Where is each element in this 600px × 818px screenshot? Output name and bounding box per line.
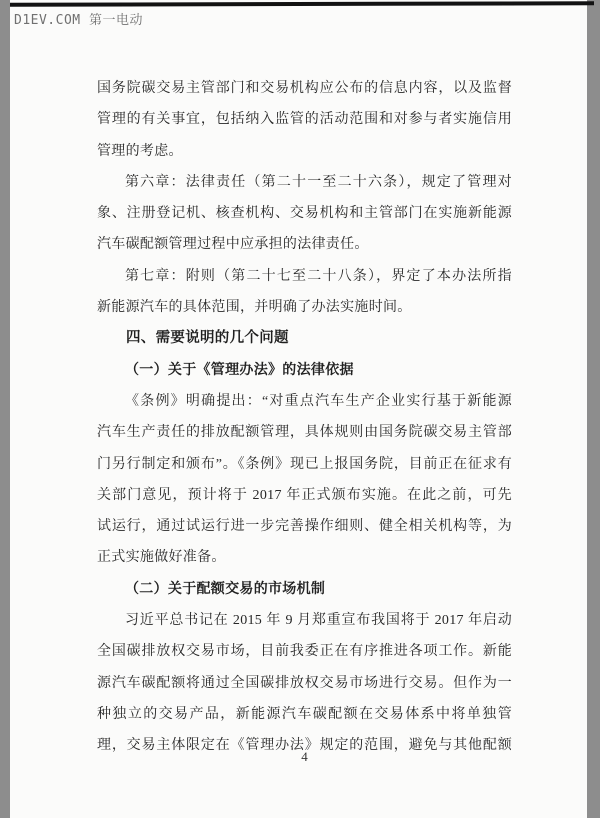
text-line: 习近平总书记在 2015 年 9 月郑重宣布我国将于 2017 年启动 xyxy=(125,613,512,629)
page-number: 4 xyxy=(301,749,308,764)
text-line: 管理的考虑。 xyxy=(97,143,183,159)
text-line: 种独立的交易产品，新能源汽车碳配额在交易体系中将单独管 xyxy=(97,706,512,722)
text-line: 管理的有关事宜，包括纳入监管的活动范围和对参与者实施信用 xyxy=(97,112,512,128)
text-line: 全国碳排放权交易市场，目前我委正在有序推进各项工作。新能 xyxy=(97,644,512,660)
watermark: D1EV.COM 第一电动 xyxy=(14,13,143,28)
text-line: 象、注册登记机、核查机构、交易机构和主管部门在实施新能源 xyxy=(97,206,512,222)
text-line: 汽车生产责任的排放配额管理，具体规则由国务院碳交易主管部 xyxy=(97,425,512,441)
document-body xyxy=(97,73,512,762)
text-line: 关部门意见，预计将于 2017 年正式颁布实施。在此之前，可先 xyxy=(97,487,512,503)
text-line: 试运行，通过试运行进一步完善操作细则、健全相关机构等，为 xyxy=(97,519,512,535)
text-line: 门另行制定和颁布”。《条例》现已上报国务院，目前正在征求有 xyxy=(97,456,512,472)
text-line: 正式实施做好准备。 xyxy=(97,550,226,566)
scan-top-edge-bar xyxy=(10,1,594,7)
text-line: 国务院碳交易主管部门和交易机构应公布的信息内容，以及监督 xyxy=(97,81,512,96)
text-line: 第六章：法律责任（第二十一至二十六条），规定了管理对 xyxy=(125,174,512,190)
section-heading: 四、需要说明的几个问题 xyxy=(126,330,289,347)
text-line: 第七章：附则（第二十七至二十八条），界定了本办法所指 xyxy=(125,268,512,284)
text-line: 新能源汽车的具体范围，并明确了办法实施时间。 xyxy=(97,300,412,316)
subsection-heading: （一）关于《管理办法》的法律依据 xyxy=(125,362,354,378)
text-line: 汽车碳配额管理过程中应承担的法律责任。 xyxy=(97,237,369,253)
scan-edge-right xyxy=(587,0,600,818)
text-line: 理，交易主体限定在《管理办法》规定的范围，避免与其他配额 xyxy=(97,738,512,754)
subsection-heading: （二）关于配额交易的市场机制 xyxy=(125,581,326,597)
text-line: 源汽车碳配额将通过全国碳排放权交易市场进行交易。但作为一 xyxy=(97,675,512,691)
text-line: 《条例》明确提出：“对重点汽车生产企业实行基于新能源 xyxy=(125,393,512,409)
scan-edge-left xyxy=(0,0,10,818)
